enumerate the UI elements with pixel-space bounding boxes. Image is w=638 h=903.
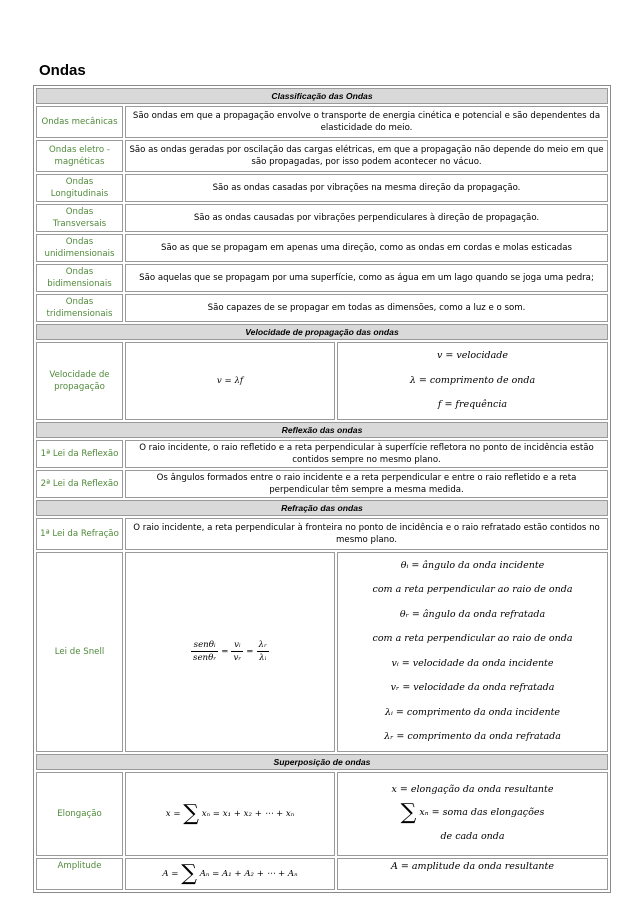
desc-ondas-longitudinais: São as ondas casadas por vibrações na mesma direção da propagação.: [125, 174, 608, 202]
elong-rhs: xₙ = x₁ + x₂ + ⋯ + xₙ: [201, 808, 295, 819]
label-ondas-transversais: Ondas Transversais: [36, 204, 123, 232]
amp-lhs: A =: [162, 868, 179, 879]
formula-elongacao: [125, 772, 335, 856]
label-2a-lei-reflexao: 2ª Lei da Reflexão: [36, 470, 123, 498]
sum-symbol: ∑: [183, 800, 199, 826]
label-1a-lei-refracao: 1ª Lei da Refração: [36, 518, 123, 550]
amp-sum-symbol: ∑: [181, 860, 197, 886]
def-perp-1: com a reta perpendicular ao raio de onda: [372, 584, 573, 595]
desc-ondas-unidimensionais: São as que se propagam em apenas uma direção, como as ondas em cordas e molas esticadas: [125, 234, 608, 262]
frac-seno-num: senθᵢ: [191, 639, 218, 652]
def-x: x = elongação da onda resultante: [391, 784, 554, 796]
label-ondas-mecanicas: Ondas mecânicas: [36, 106, 123, 138]
label-1a-lei-reflexao: 1ª Lei da Reflexão: [36, 440, 123, 468]
label-ondas-longitudinais: Ondas Longitudinais: [36, 174, 123, 202]
label-lei-snell: Lei de Snell: [36, 552, 123, 752]
desc-1a-lei-refracao: O raio incidente, a reta perpendicular à fronteira no ponto de incidência e o raio refratado estão contidos no mesmo plano.: [125, 518, 608, 550]
defs-elongacao: [337, 772, 608, 856]
frac-comp-den: λᵢ: [259, 653, 267, 663]
frac-vel-den: vᵣ: [233, 653, 242, 663]
def-velocidade: v = velocidade: [437, 350, 508, 361]
desc-ondas-tridimensionais: São capazes de se propagar em todas as dimensões, como a luz e o som.: [125, 294, 608, 322]
defs-snell: [337, 552, 608, 752]
fraction-comprimento: [257, 639, 269, 664]
section-classificacao: Classificação das Ondas: [36, 88, 608, 104]
desc-ondas-bidimensionais: São aquelas que se propagam por uma superfície, como as água em um lago quando se joga uma pedra;: [125, 264, 608, 292]
def-lambda-r: λᵣ = comprimento da onda refratada: [384, 731, 561, 742]
label-amplitude: Amplitude: [36, 858, 123, 890]
desc-2a-lei-reflexao: Os ângulos formados entre o raio incidente e a reta perpendicular e entre o raio refletido e a reta perpendicular têm sempre a mesma medida.: [125, 470, 608, 498]
formula-snell: $\frac{\text{senθᵢ}}{\text{senθᵣ}}$ = $\frac{\text{vᵢ}}{\text{vᵣ}}$ = $\frac{\text{λᵣ}}{\text{λᵢ}}$: [125, 552, 335, 752]
def-lambda-i: λᵢ = comprimento da onda incidente: [384, 706, 561, 718]
formula-amplitude: [125, 858, 335, 890]
frac-seno-den: senθᵣ: [193, 653, 217, 663]
fraction-velocidade: [231, 639, 243, 664]
ondas-table: [33, 85, 611, 893]
label-ondas-eletromagneticas: Ondas eletro - magnéticas: [36, 140, 123, 172]
def-amplitude: A = amplitude da onda resultante: [391, 860, 554, 872]
desc-1a-lei-reflexao: O raio incidente, o raio refletido e a reta perpendicular à superfície refletora no ponto de incidência estão contidos sempre no mesmo plano.: [125, 440, 608, 468]
section-superposicao: Superposição de ondas: [36, 754, 608, 770]
formula-velocidade: v = λf: [125, 342, 335, 420]
def-theta-i: θᵢ = ângulo da onda incidente: [400, 559, 545, 571]
label-velocidade: Velocidade de propagação: [36, 342, 123, 420]
defs-amplitude: [337, 858, 608, 890]
def-frequencia: f = frequência: [437, 399, 508, 410]
amp-rhs: Aₙ = A₁ + A₂ + ⋯ + Aₙ: [199, 868, 298, 879]
section-refracao: Refração das ondas: [36, 500, 608, 516]
def-sum-symbol: ∑: [400, 800, 417, 826]
fraction-seno: [191, 639, 218, 664]
frac-comp-num: λᵣ: [258, 640, 267, 650]
desc-ondas-transversais: São as ondas causadas por vibrações perpendiculares à direção de propagação.: [125, 204, 608, 232]
defs-velocidade: [337, 342, 608, 420]
label-ondas-bidimensionais: Ondas bidimensionais: [36, 264, 123, 292]
page-title: Ondas: [39, 62, 86, 79]
def-cada-onda: de cada onda: [440, 830, 505, 842]
desc-ondas-mecanicas: São ondas em que a propagação envolve o transporte de energia cinética e potencial e são dependentes da elasticidade do meio.: [125, 106, 608, 138]
def-perp-2: com a reta perpendicular ao raio de onda: [372, 633, 573, 644]
def-comprimento-onda: λ = comprimento de onda: [409, 374, 536, 386]
def-v-i: vᵢ = velocidade da onda incidente: [391, 657, 554, 669]
def-theta-r: θᵣ = ângulo da onda refratada: [399, 608, 546, 620]
def-sum-elongacoes: xₙ = soma das elongações: [419, 807, 545, 819]
section-reflexao: Reflexão das ondas: [36, 422, 608, 438]
label-ondas-tridimensionais: Ondas tridimensionais: [36, 294, 123, 322]
frac-vel-num: vᵢ: [231, 639, 243, 652]
desc-ondas-eletromagneticas: São as ondas geradas por oscilação das cargas elétricas, em que a propagação não depende do meio em que são propagadas, por isso podem acontecer no vácuo.: [125, 140, 608, 172]
def-v-r: vᵣ = velocidade da onda refratada: [390, 682, 555, 693]
section-velocidade: Velocidade de propagação das ondas: [36, 324, 608, 340]
label-ondas-unidimensionais: Ondas unidimensionais: [36, 234, 123, 262]
elong-lhs: x =: [165, 808, 181, 819]
label-elongacao: Elongação: [36, 772, 123, 856]
